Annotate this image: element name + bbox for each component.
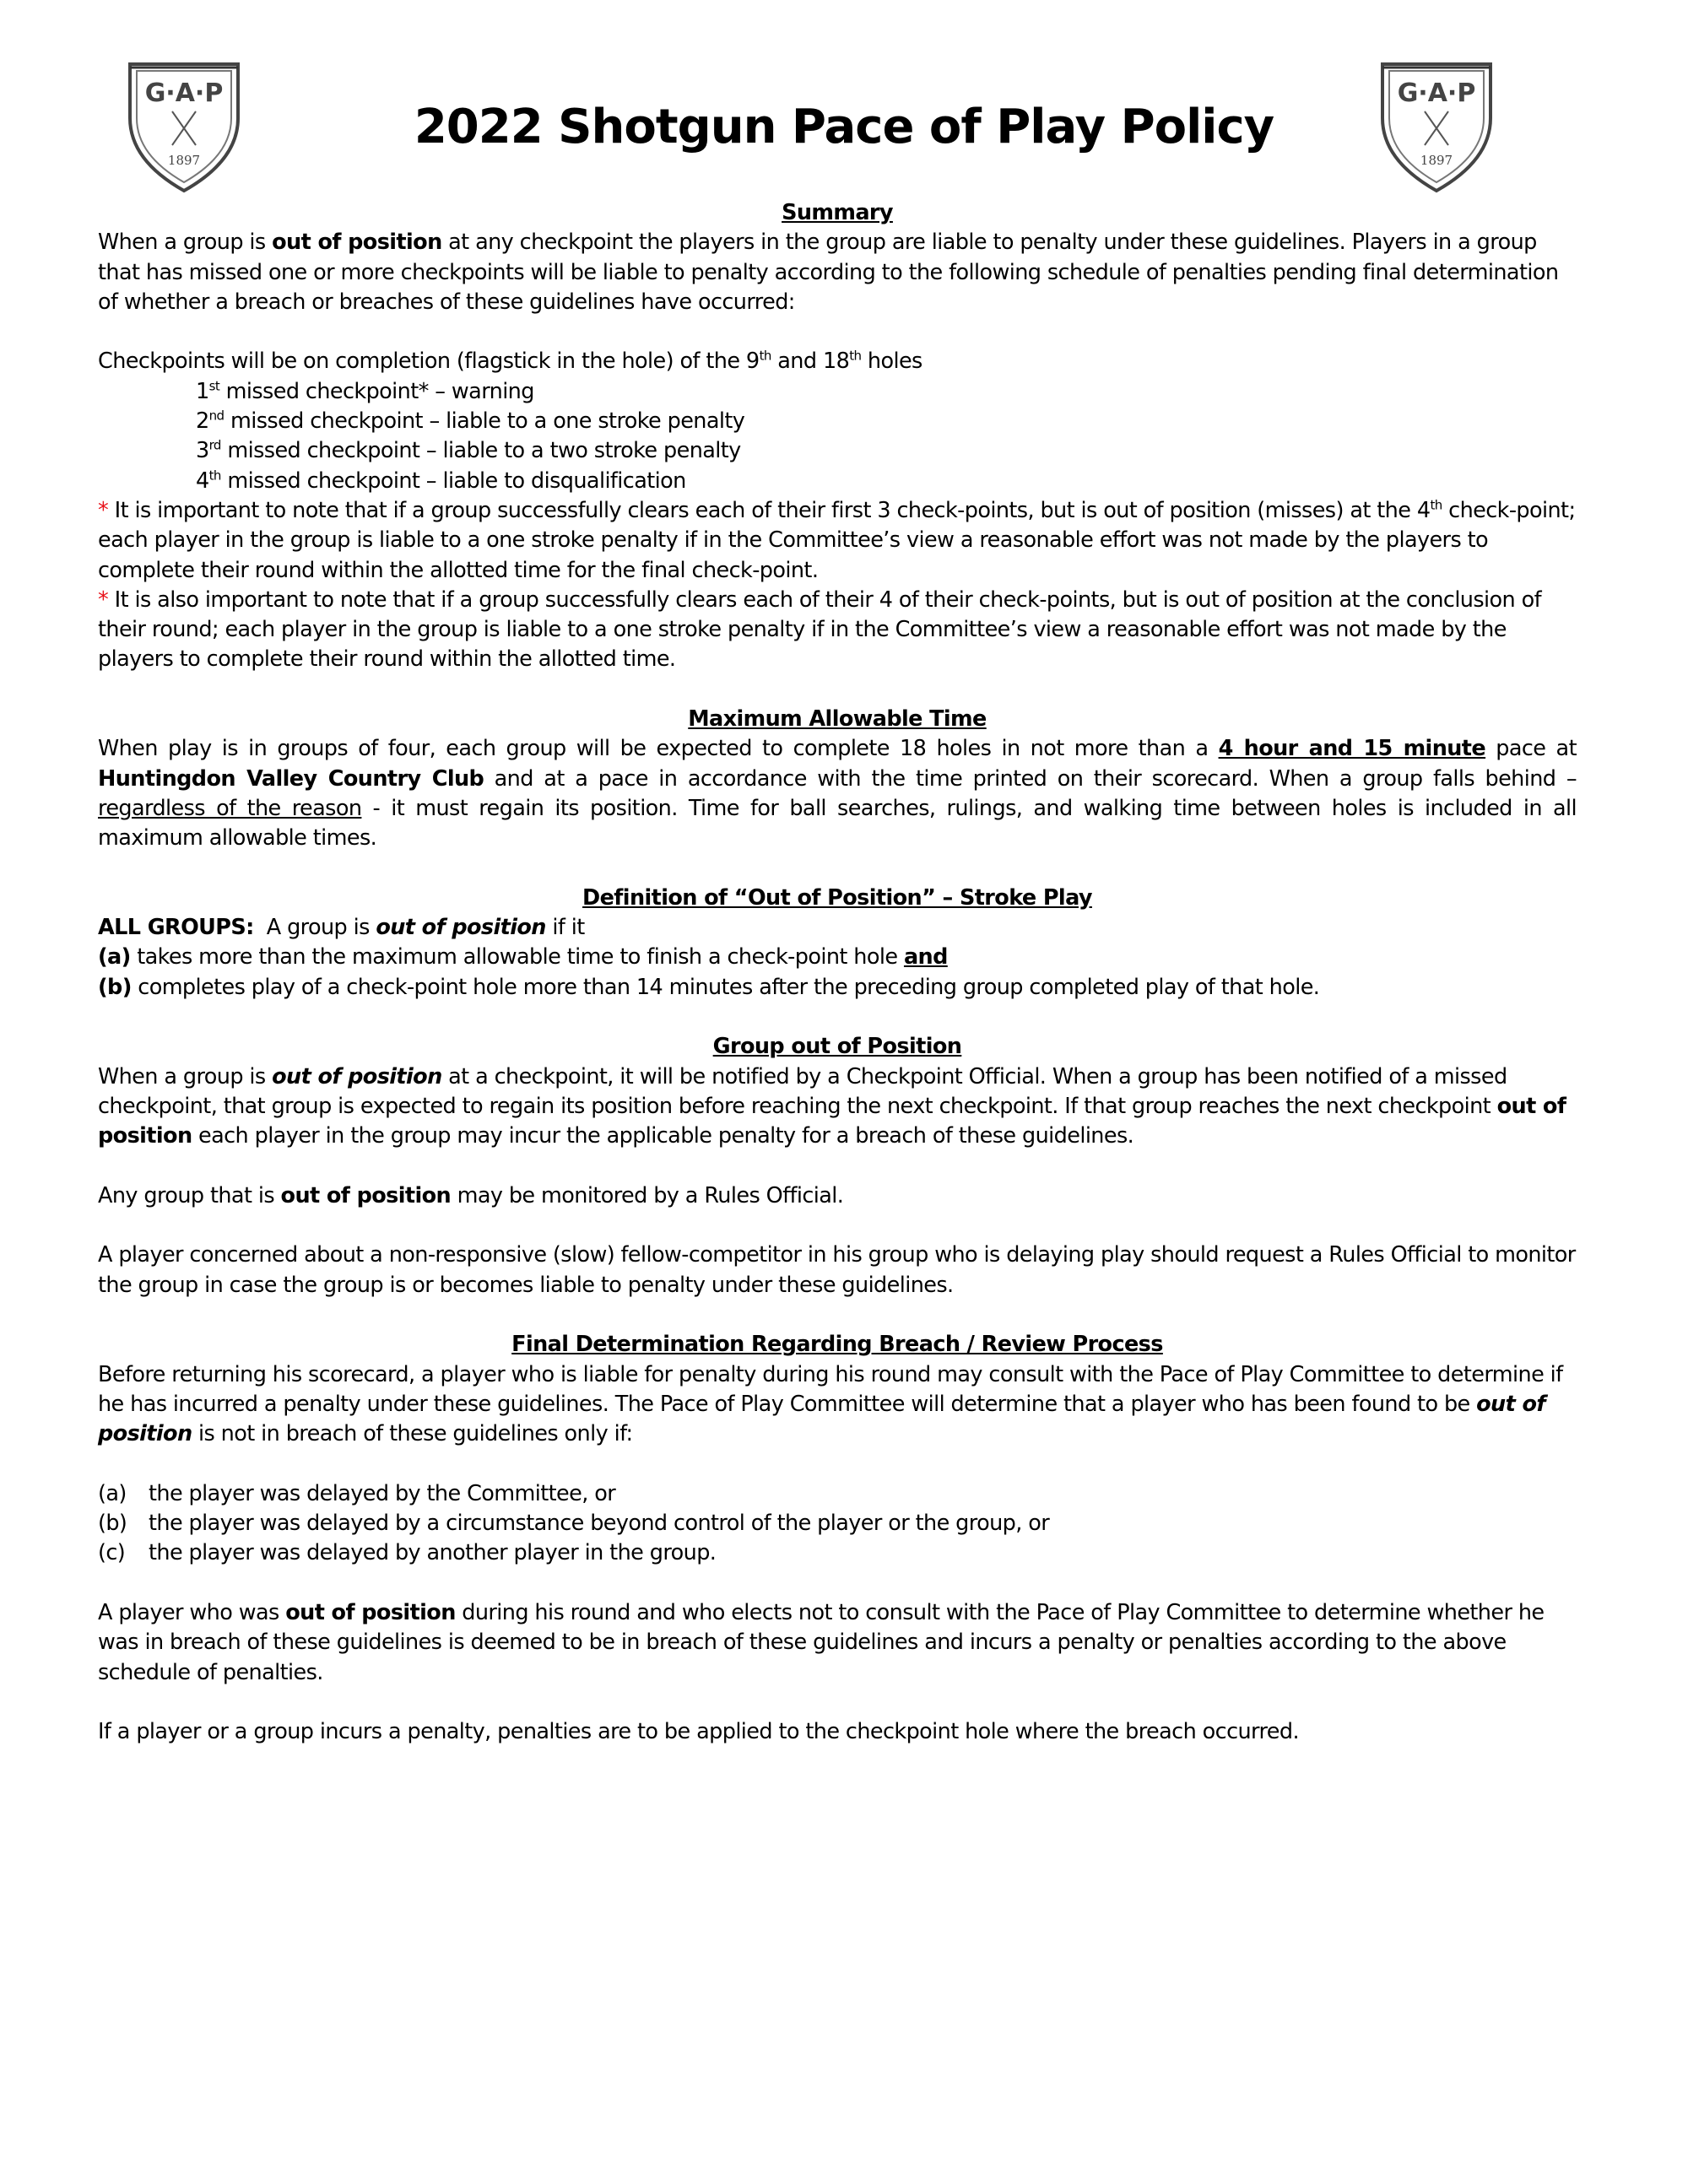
breach-paragraph [98,1598,1577,1688]
text: When a group is [98,230,273,256]
blank-line [98,317,1577,347]
page-title: 2022 Shotgun Pace of Play Policy [414,100,1274,154]
text-segment: takes more than the maximum allowable time to finish a check-point hole [130,944,904,970]
blank-line [98,1300,1577,1330]
final-paragraph [98,1360,1577,1450]
text-segment: during his round and who elects not to consult with the Pace of Play Committee to determine whether he was in breach of these guidelines is deemed to be in breach of these guidelines and incurs a penalty or penalties according to the above schedule of penalties. [98,1599,1545,1685]
text-segment: the player was delayed by another player in the group. [149,1540,717,1566]
max-time-paragraph [98,734,1577,853]
condition-item [98,1479,1577,1509]
text-segment: When play is in groups of four, each group will be expected to complete 18 holes in not more than a [98,736,1219,762]
penalty-application-paragraph: If a player or a group incurs a penalty, penalties are to be applied to the checkpoint hole where the breach occurred. [98,1719,1299,1745]
schedule-item [98,467,1577,496]
slow-player-paragraph: A player concerned about a non-responsive (slow) fellow-competitor in his group who is delaying play should request a Rules Official to monitor the group in case the group is or becomes liable to penalty under these guidelines. [98,1242,1576,1298]
text-segment: pace at [1485,736,1577,762]
text-segment: check-point; each player in the group is liable to a one stroke penalty if in the Committee’s view a reasonable effort was not made by the players to complete their round within the allotted time for the final check-point. [98,497,1576,583]
blank-line [98,1449,1577,1479]
max-time-heading: Maximum Allowable Time [688,706,987,733]
final-heading: Final Determination Regarding Breach / Review Process [511,1332,1163,1358]
text-segment: and [903,944,948,970]
text-segment: 2 [196,408,209,435]
text-segment: if it [545,915,585,941]
checkpoints-line [98,347,1577,376]
emphasis: out of position [272,230,442,256]
schedule-item [98,377,1577,407]
schedule-item [98,436,1577,466]
text-segment: missed checkpoint – liable to disqualification [220,468,686,494]
text-segment: the player was delayed by a circumstance beyond control of the player or the group, or [149,1511,1050,1537]
text-segment: 4 [196,468,209,494]
text-segment: each player in the group may incur the applicable penalty for a breach of these guidelines. [192,1123,1134,1149]
text-segment: the player was delayed by the Committee, or [149,1480,616,1506]
text: holes [861,349,922,375]
text-segment: (c) [98,1540,126,1566]
text-segment: A player who was [98,1599,286,1625]
text-segment: G·A·P [144,78,224,108]
text-segment: regardless of the reason [98,795,362,821]
definition-line [98,973,1577,1003]
definition-heading: Definition of “Out of Position” – Stroke Play [582,884,1092,911]
text-segment: out of position [280,1182,452,1208]
schedule-item [98,407,1577,436]
sup: th [849,348,862,364]
text-segment: is not in breach of these guidelines only if: [192,1421,633,1447]
text-segment: missed checkpoint – liable to a two stroke penalty [220,438,741,464]
text-segment: 4 hour and 15 minute [1218,736,1486,762]
blank-line [98,675,1577,705]
group-out-paragraph [98,1062,1577,1152]
text-segment: A group is [253,915,376,941]
condition-item [98,1538,1577,1568]
asterisk: * [98,587,109,613]
text-segment: may be monitored by a Rules Official. [451,1182,844,1208]
condition-item [98,1509,1577,1538]
text-segment: Huntingdon Valley Country Club [98,765,484,792]
text-segment: It is important to note that if a group successfully clears each of their first 3 check-points, but is out of position (misses) at the 4 [108,497,1431,523]
text: Checkpoints will be on completion (flagstick in the hole) of the 9 [98,349,760,375]
blank-line [98,1003,1577,1032]
text-segment: 1 [196,378,209,404]
text-segment: 1897 [167,153,201,168]
text-segment: out of position [98,1391,1545,1447]
summary-heading: Summary [782,200,893,225]
text-segment: (b) [98,1511,127,1537]
text-segment: th [1430,497,1442,513]
text-segment: Any group that is [98,1182,281,1208]
monitor-paragraph [98,1181,1577,1211]
blank-line [98,854,1577,884]
text-segment: rd [208,437,221,453]
text-segment: missed checkpoint – liable to a one stroke penalty [224,408,745,435]
text-segment: out of position [272,1063,442,1089]
text-segment: nd [208,408,225,424]
group-out-heading: Group out of Position [712,1034,962,1060]
blank-line [98,1152,1577,1181]
text-segment: ALL GROUPS: [98,915,254,941]
blank-line [98,1688,1577,1717]
asterisk: * [98,497,109,523]
blank-line [98,1211,1577,1241]
note-2 [98,586,1577,675]
sup: th [759,348,771,364]
text: at any checkpoint the players in the group are liable to penalty under these guidelines. Players in a group that has missed one or more checkpoints will be liable to penalty according to the following schedule of penalties pending final determination of whether a breach or breaches of these guidelines have occurred: [98,230,1559,315]
blank-line [98,1569,1577,1598]
text-segment: Before returning his scorecard, a player who is liable for penalty during his round may consult with the Pace of Play Committee to determine if he has incurred a penalty under these guidelines. The Pace of Play Committee will determine that a player who has been found to be [98,1361,1563,1417]
text-segment: out of position [376,915,546,941]
text-segment: 1897 [1420,153,1453,168]
text-segment: G·A·P [1397,78,1476,108]
text-segment: completes play of a check-point hole more than 14 minutes after the preceding group completed play of that hole. [131,974,1320,1000]
text-segment: and at a pace in accordance with the time printed on their scorecard. When a group falls behind – [484,765,1577,792]
text-segment: st [208,378,220,394]
note-1 [98,496,1577,586]
text-segment: (a) [98,944,131,970]
policy-body [98,198,1577,1747]
text-segment: th [208,468,221,484]
text-segment: 3 [196,438,209,464]
text-segment: When a group is [98,1063,273,1089]
text-segment: out of position [285,1599,456,1625]
text-segment: (b) [98,974,132,1000]
text-segment: out of position [98,1093,1566,1149]
definition-line [98,943,1577,972]
text-segment: (a) [98,1480,127,1506]
text-segment: It is also important to note that if a group successfully clears each of their 4 of their check-points, but is out of position at the conclusion of their round; each player in the group is liable to a one stroke penalty if in the Committee’s view a reasonable effort was not made by the players to complete their round within the allotted time. [98,587,1541,673]
text-segment: at a checkpoint, it will be notified by a Checkpoint Official. When a group has been notified of a missed checkpoint, that group is expected to regain its position before reaching the next checkpoint. If that group reaches the next checkpoint [98,1063,1507,1119]
text-segment: - it must regain its position. Time for ball searches, rulings, and walking time between holes is included in all maximum allowable times. [98,795,1577,851]
summary-paragraph [98,228,1577,317]
text-segment: missed checkpoint* – warning [219,378,534,404]
text: and 18 [771,349,850,375]
definition-line [98,913,1577,943]
